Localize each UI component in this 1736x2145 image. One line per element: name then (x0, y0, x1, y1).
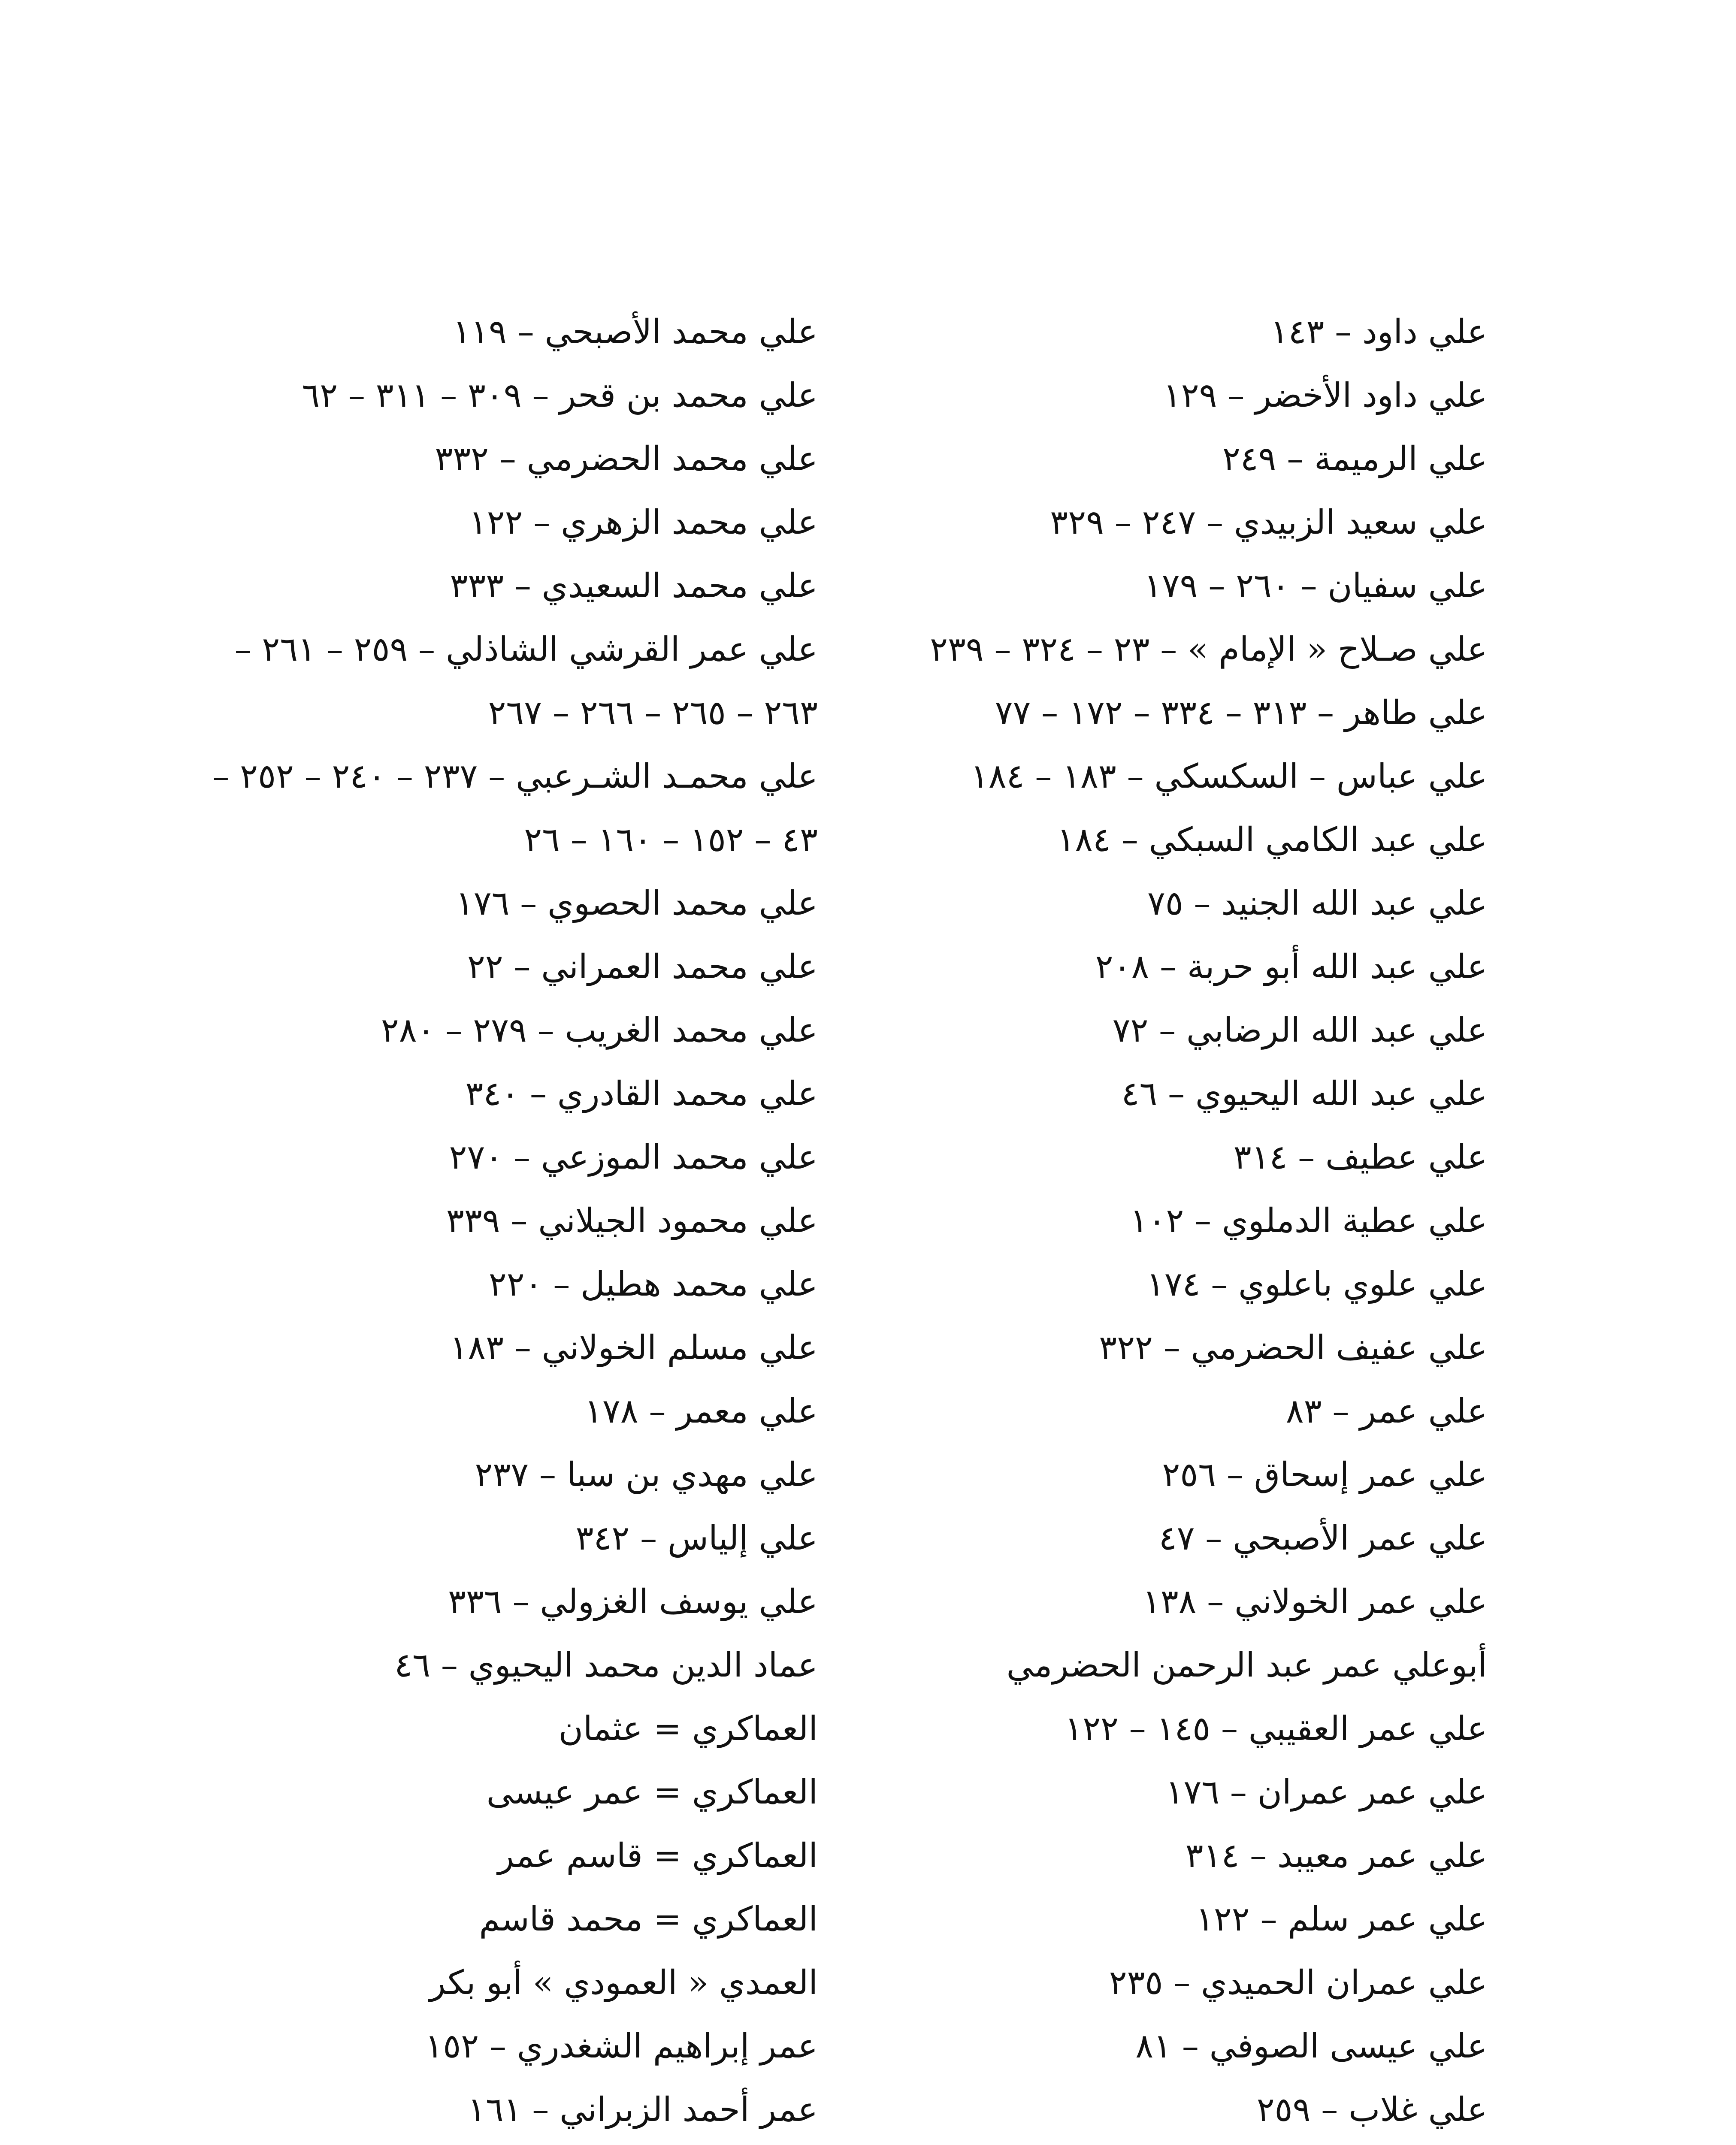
index-entry: علي محمد القادري – ٣٤٠ (465, 1075, 818, 1113)
index-entry: العماكري = محمد قاسم (479, 1900, 818, 1939)
index-entry: علي محمد السعيدي – ٣٣٣ (450, 567, 818, 605)
index-entry: علي عمر القرشي الشاذلي – ٢٥٩ – ٢٦١ – ٢٦٣ – ٢٦٥ – ٢٦٦ – ٢٦٧ (234, 630, 818, 732)
index-entry: علي غلاب – ٢٥٩ (1256, 2091, 1487, 2129)
index-entry: علي مسلم الخولاني – ١٨٣ (450, 1329, 818, 1367)
index-entry: علي عمران الحميدي – ٢٣٥ (1109, 1964, 1487, 2002)
index-entry: علي محمد الغريب – ٢٧٩ – ٢٨٠ (381, 1011, 818, 1050)
index-entry: علي محمد الحضرمي – ٣٣٢ (435, 440, 818, 478)
index-entry: عماد الدين محمد اليحيوي – ٤٦ (394, 1646, 818, 1685)
index-entry: علي طاهر – ٣١٣ – ٣٣٤ – ١٧٢ – ٧٧ (995, 694, 1487, 732)
index-entry: علي سفيان – ٢٦٠ – ١٧٩ (1143, 567, 1487, 605)
index-entry: علي عباس – السكسكي – ١٨٣ – ١٨٤ (970, 757, 1487, 796)
index-entry: علي سعيد الزبيدي – ٢٤٧ – ٣٢٩ (1050, 503, 1487, 542)
index-entry: علي عبد الكامي السبكي – ١٨٤ (1057, 821, 1487, 859)
index-entry: علي محمد الحصوي – ١٧٦ (455, 884, 818, 923)
index-entry: العمدي « العمودي » أبو بكر (429, 1964, 818, 2002)
index-entry: علي عمر الأصبحي – ٤٧ (1158, 1519, 1487, 1558)
index-entry: علي عبد الله اليحيوي – ٤٦ (1121, 1075, 1487, 1113)
index-entry: علي محمد الزهري – ١٢٢ (469, 503, 818, 542)
index-entry: علي عفيف الحضرمي – ٣٢٢ (1099, 1329, 1487, 1367)
index-entry: علي عمر عمران – ١٧٦ (1165, 1773, 1487, 1812)
index-entry: علي محمد بن قحر – ٣٠٩ – ٣١١ – ٦٢ (302, 376, 818, 415)
index-entry: علي مهدي بن سبا – ٢٣٧ (475, 1456, 818, 1494)
index-entry: علي محمد الموزعي – ٢٧٠ (449, 1138, 818, 1177)
index-entry: العماكري = عثمان (558, 1710, 818, 1748)
index-entry: أبوعلي عمر عبد الرحمن الحضرمي (1006, 1646, 1487, 1685)
index-entry: علي عطية الدملوي – ١٠٢ (1130, 1202, 1487, 1240)
index-entry: علي علوي باعلوي – ١٧٤ (1146, 1265, 1487, 1304)
index-entry: علي إلياس – ٣٤٢ (575, 1519, 818, 1558)
index-entry: علي داود – ١٤٣ (1270, 313, 1487, 351)
index-column-right (844, 300, 1487, 2142)
index-entry (174, 2142, 818, 2145)
index-entry: علي عيسى الصوفي – ٨١ (1135, 2027, 1487, 2066)
index-entry: علي الرميمة – ٢٤٩ (1222, 440, 1487, 478)
index-entry: علي عمر معيبد – ٣١٤ (1185, 1837, 1487, 1875)
index-entry: علي محمد هطيل – ٢٢٠ (488, 1265, 818, 1304)
index-entry: علي محمود الجيلاني – ٣٣٩ (446, 1202, 818, 1240)
index-entry: علي محمد الأصبحي – ١١٩ (453, 313, 818, 351)
index-entry: عمر إبراهيم الشغدري – ١٥٢ (425, 2027, 818, 2066)
index-entry: علي محمـد الشـرعبي – ٢٣٧ – ٢٤٠ – ٢٥٢ – ٤٣ – ١٥٢ – ١٦٠ – ٢٦ (212, 757, 818, 859)
index-entry: العماكري = قاسم عمر (498, 1837, 818, 1875)
index-entry: علي عمر إسحاق – ٢٥٦ (1162, 1456, 1487, 1494)
index-entry: علي عمر الخولاني – ١٣٨ (1142, 1583, 1487, 1621)
index-entry: علي معمر – ١٧٨ (584, 1392, 818, 1431)
index-entry: عمر أحمد الزبراني – ١٦١ (467, 2091, 818, 2129)
index-column-left (174, 300, 818, 2145)
index-entry: علي عمر سلم – ١٢٢ (1196, 1900, 1487, 1939)
index-entry: علي يوسف الغزولي – ٣٣٦ (448, 1583, 818, 1621)
index-entry: علي عبد الله أبو حربة – ٢٠٨ (1095, 948, 1487, 986)
index-entry: علي محمد العمراني – ٢٢ (467, 948, 818, 986)
index-entry: العماكري = عمر عيسى (486, 1773, 818, 1812)
index-entry: علي داود الأخضر – ١٢٩ (1163, 376, 1487, 415)
index-entry: علي عبد الله الرضابي – ٧٢ (1112, 1011, 1487, 1050)
index-entry: علي عمر العقيبي – ١٤٥ – ١٢٢ (1065, 1710, 1487, 1748)
index-entry: علي عمر – ٨٣ (1285, 1392, 1487, 1431)
index-entry: علي عطيف – ٣١٤ (1233, 1138, 1487, 1177)
index-entry: علي صـلاح « الإمام » – ٢٣ – ٣٢٤ – ٢٣٩ (930, 630, 1487, 669)
index-entry: علي عبد الله الجنيد – ٧٥ (1147, 884, 1487, 923)
